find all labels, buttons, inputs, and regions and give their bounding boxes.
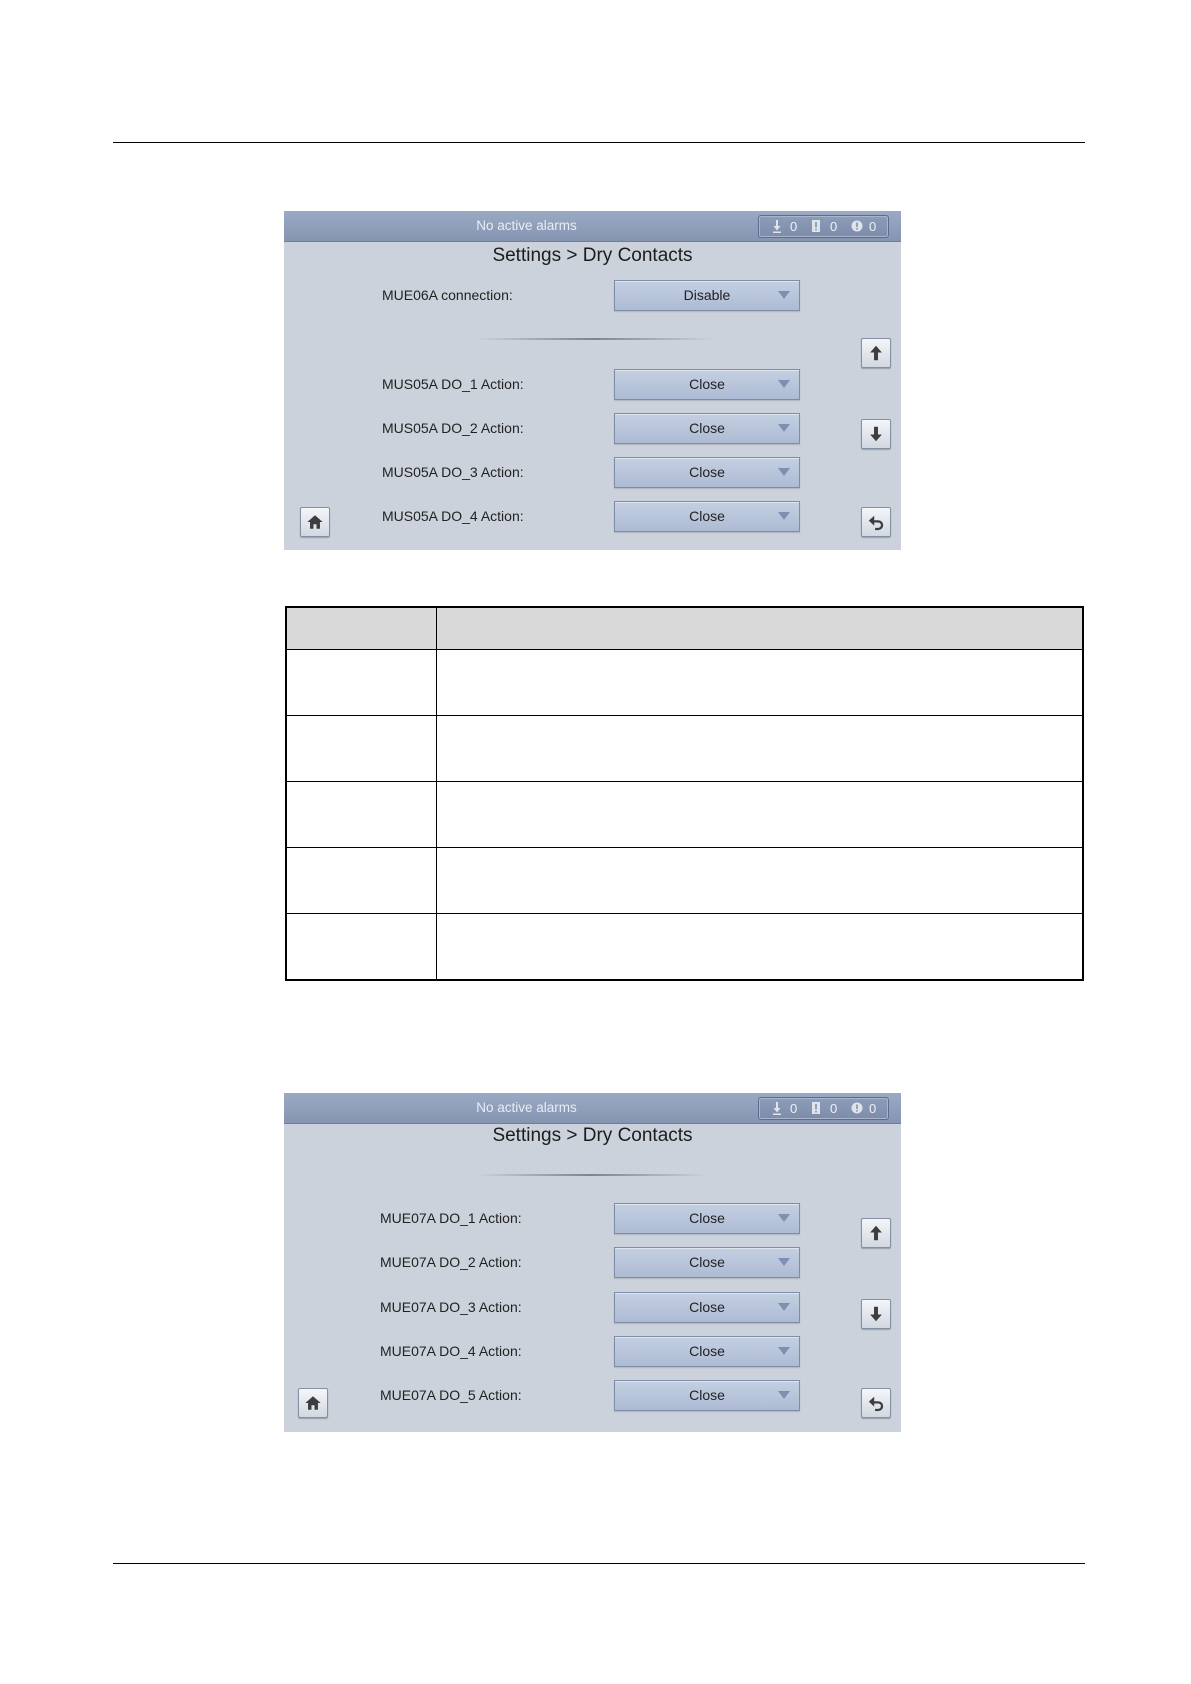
table-body [286,650,1083,981]
mue07a-do5-label: MUE07A DO_5 Action: [380,1387,522,1403]
mus05a-do1-dropdown[interactable] [614,369,800,400]
mus05a-do3-label: MUS05A DO_3 Action: [382,464,524,480]
major-alarm-count: 0 [830,1101,838,1116]
dropdown-value: Close [689,1210,725,1226]
dry-contacts-screen-2 [284,1093,901,1432]
dry-contacts-screen-1 [284,211,901,550]
chevron-down-icon [778,1347,790,1355]
home-icon [304,1394,322,1412]
mue07a-do1-dropdown[interactable] [614,1203,800,1234]
page-header-rule [113,142,1085,143]
chevron-down-icon [778,512,790,520]
chevron-down-icon [778,291,790,299]
status-bar [284,211,901,242]
table-header-cell [436,607,1083,650]
mus05a-do1-label: MUS05A DO_1 Action: [382,376,524,392]
critical-alarm-icon [771,219,783,234]
dropdown-value: Close [689,1299,725,1315]
table-header [286,607,1083,650]
dropdown-value: Close [689,376,725,392]
alarm-status-text: No active alarms [476,1100,577,1115]
major-alarm-count: 0 [830,219,838,234]
table-row [286,848,1083,914]
table-header-cell [286,607,436,650]
minor-alarm-icon [851,1101,863,1116]
mus05a-do4-label: MUS05A DO_4 Action: [382,508,524,524]
mue06a-connection-dropdown[interactable] [614,280,800,311]
mue07a-do4-label: MUE07A DO_4 Action: [380,1343,522,1359]
section-divider [475,1174,707,1176]
home-icon [306,513,324,531]
table-row [286,650,1083,716]
table-cell [436,848,1083,914]
alarm-counter[interactable] [758,215,889,238]
dropdown-value: Close [689,1343,725,1359]
mus05a-do2-label: MUS05A DO_2 Action: [382,420,524,436]
page-title: Settings > Dry Contacts [492,245,693,266]
scroll-down-button[interactable] [861,1299,891,1329]
chevron-down-icon [778,1303,790,1311]
arrow-down-icon [867,425,885,443]
major-alarm-icon [810,219,822,234]
page-title: Settings > Dry Contacts [492,1125,693,1146]
page-footer-rule [113,1563,1085,1564]
mue07a-do1-label: MUE07A DO_1 Action: [380,1210,522,1226]
minor-alarm-count: 0 [869,1101,877,1116]
mus05a-do4-dropdown[interactable] [614,501,800,532]
chevron-down-icon [778,1391,790,1399]
minor-alarm-count: 0 [869,219,877,234]
table-cell [436,650,1083,716]
mue07a-do2-dropdown[interactable] [614,1247,800,1278]
critical-alarm-count: 0 [790,219,798,234]
table-cell [286,848,436,914]
alarm-status-text: No active alarms [476,218,577,233]
back-button[interactable] [861,507,891,537]
mue06a-connection-label: MUE06A connection: [382,287,513,303]
chevron-down-icon [778,380,790,388]
chevron-down-icon [778,1258,790,1266]
critical-alarm-count: 0 [790,1101,798,1116]
arrow-up-icon [867,1224,885,1242]
mue07a-do2-label: MUE07A DO_2 Action: [380,1254,522,1270]
dropdown-value: Close [689,1254,725,1270]
chevron-down-icon [778,424,790,432]
home-button[interactable] [300,507,330,537]
status-bar [284,1093,901,1124]
back-icon [867,1394,885,1412]
table-cell [436,782,1083,848]
minor-alarm-icon [851,219,863,234]
major-alarm-icon [810,1101,822,1116]
back-icon [867,513,885,531]
table-row [286,914,1083,981]
chevron-down-icon [778,468,790,476]
parameter-table [285,606,1084,981]
table-cell [436,914,1083,981]
table-cell [286,782,436,848]
critical-alarm-icon [771,1101,783,1116]
alarm-counter[interactable] [758,1097,889,1120]
chevron-down-icon [778,1214,790,1222]
scroll-down-button[interactable] [861,419,891,449]
arrow-up-icon [867,344,885,362]
table-cell [436,716,1083,782]
home-button[interactable] [298,1388,328,1418]
table-header-row [286,607,1083,650]
arrow-down-icon [867,1305,885,1323]
mue07a-do3-dropdown[interactable] [614,1292,800,1323]
dropdown-value: Disable [683,287,731,303]
table-row [286,716,1083,782]
table-row [286,782,1083,848]
mue07a-do3-label: MUE07A DO_3 Action: [380,1299,522,1315]
dropdown-value: Close [689,1387,725,1403]
back-button[interactable] [861,1388,891,1418]
scroll-up-button[interactable] [861,338,891,368]
mus05a-do3-dropdown[interactable] [614,457,800,488]
mue07a-do4-dropdown[interactable] [614,1336,800,1367]
table-cell [286,716,436,782]
scroll-up-button[interactable] [861,1218,891,1248]
mus05a-do2-dropdown[interactable] [614,413,800,444]
mue07a-do5-dropdown[interactable] [614,1380,800,1411]
section-divider [475,338,713,340]
table-cell [286,914,436,981]
dropdown-value: Close [689,420,725,436]
dropdown-value: Close [689,464,725,480]
dropdown-value: Close [689,508,725,524]
table-cell [286,650,436,716]
